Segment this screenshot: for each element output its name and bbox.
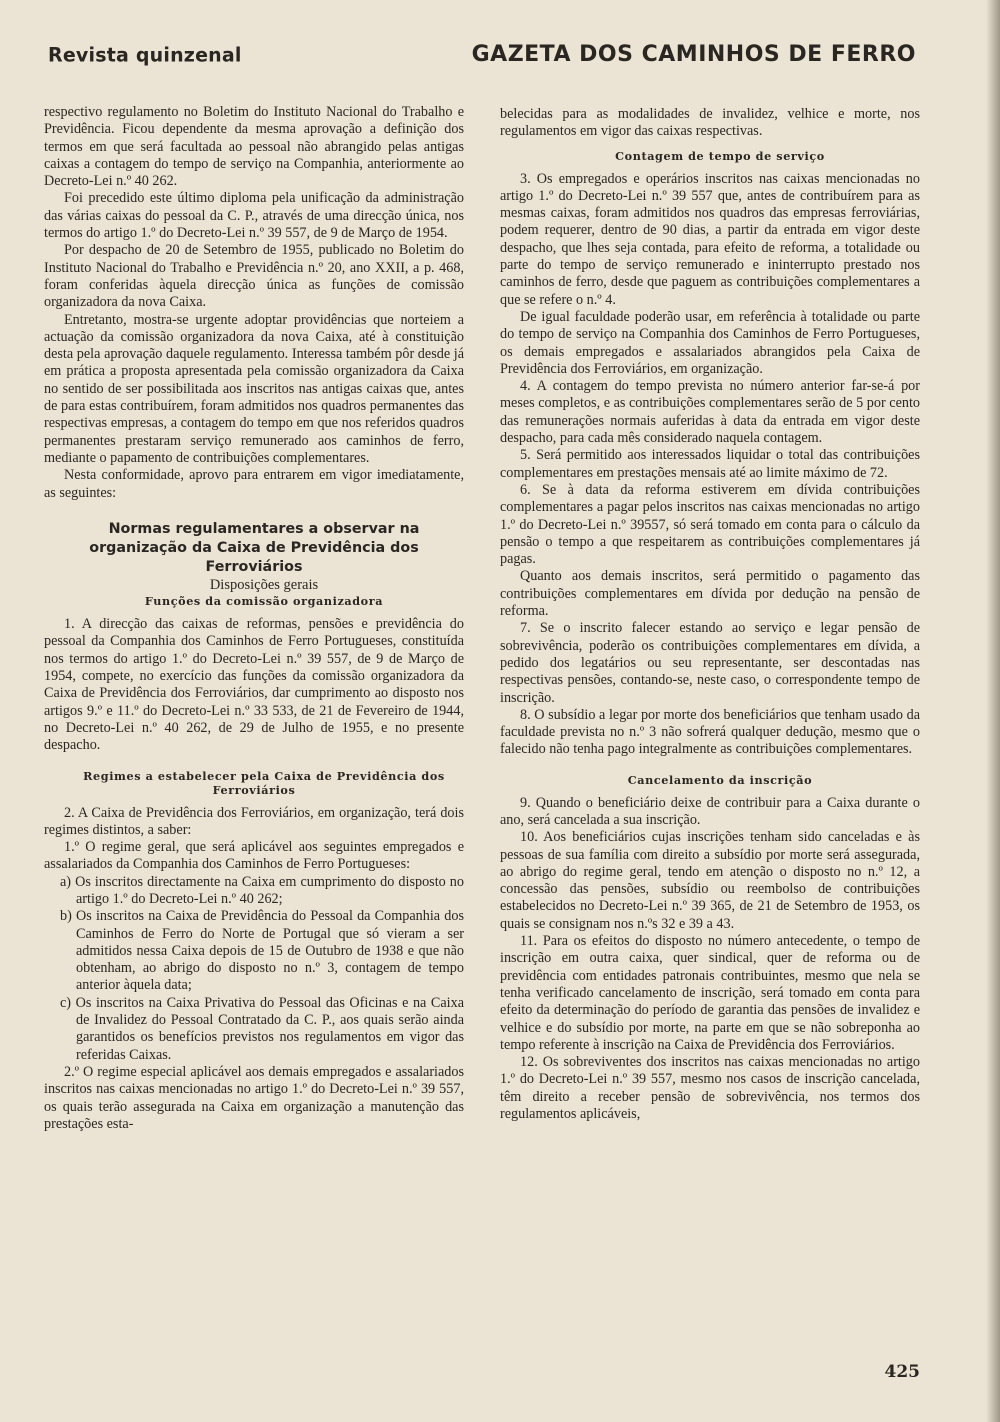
subsection-heading: Funções da comissão organizadora <box>144 594 384 609</box>
paragraph: Por despacho de 20 de Setembro de 1955, publicado no Boletim do Instituto Nacional do Trabalho e Previdência n.º 20, ano XXII, a p. 468, foram conferidas àquela direcção única as funções de comissão organizadora da nova Caixa. <box>44 242 464 311</box>
list-item: a) Os inscritos directamente na Caixa em cumprimento do disposto no artigo 1.º do Decreto-Lei n.º 40 262; <box>60 873 464 907</box>
section-title: Normas regulamentares a observar na organização da Caixa de Previdência dos Ferroviários <box>89 520 420 575</box>
paragraph: Foi precedido este último diploma pela unificação da administração das várias caixas do pessoal da C. P., através de uma direcção única, nos termos do artigo 1.º do Decreto-Lei n.º 39 557, de 9 de Março de 1954. <box>44 190 464 242</box>
section-subtitle: Disposições gerais <box>209 576 319 593</box>
paragraph: 10. Aos beneficiários cujas inscrições tenham sido canceladas e às pessoas de sua família com direito a subsídio por morte será assegurada, ao abrigo do regime geral, tendo em atenção o disposto no n.º 12, a concessão das pensões, subsídio ou reembolso de contribuições estabelecidos no Decreto-Lei n.º 39 365, de 21 de Setembro de 1953, os quais se consignam nos n.ºs 32 e 39 a 43. <box>500 829 920 932</box>
paragraph: 3. Os empregados e operários inscritos nas caixas mencionadas no artigo 1.º do Decreto-Lei n.º 39 557 que, antes de contribuírem para as mesmas caixas, foram admitidos nos quadros das empresas ferroviárias, podem requerer, dentro de 90 dias, a partir da entrada em vigor deste despacho, que lhes seja contada, para efeito de reforma, a totalidade ou parte do tempo de serviço remunerado e ininterrupto prestado nos caminhos de ferro, desde que paguem as contribuições complementares a que se refere o n.º 4. <box>500 170 920 308</box>
paragraph: 2.º O regime especial aplicável aos demais empregados e assalariados inscritos nas caixas mencionadas no artigo 1.º do Decreto-Lei n.º 39 557, os quais terão assegurada na Caixa em organização a manutenção das prestações esta- <box>44 1063 464 1132</box>
paragraph: Nesta conformidade, aprovo para entrarem em vigor imediatamente, as seguintes: <box>44 467 464 501</box>
list-item: b) Os inscritos na Caixa de Previdência do Pessoal da Companhia dos Caminhos de Ferro do Norte de Portugal que só vieram a ser admitidos nessa Caixa depois de 15 de Outubro de 1938 e que não obtenham, ao abrigo do disposto no n.º 3, contagem de tempo anterior àquela data; <box>60 908 464 994</box>
paragraph: Entretanto, mostra-se urgente adoptar providências que norteiem a actuação da comissão organizadora da nova Caixa, até à constituição desta pela aprovação daquele regulamento. Interessa também pôr desde já em prática a proposta apresentada pela comissão organizadora da Caixa no sentido de ser possibilitada aos inscritos nas antigas caixas que, antes de para estas contribuírem, foram admitidos nos quadros permanentes das respectivas empresas, a contagem do tempo em que nos referidos quadros permanentes prestaram serviço remunerado aos caminhos de ferro, mediante o papamento de contribuições complementares. <box>44 311 464 466</box>
subsection-heading: Cancelamento da inscrição <box>627 772 813 787</box>
page-edge-shadow <box>986 0 1000 1422</box>
left-column <box>44 104 464 1133</box>
right-column <box>500 106 920 1123</box>
paragraph: 1. A direcção das caixas de reformas, pensões e previdência do pessoal da Companhia dos Caminhos de Ferro Portugueses, constituída nos termos do artigo 1.º do Decreto-Lei n.º 39 557, de 9 de Março de 1954, compete, no exercício das funções da comissão organizadora da Caixa de Previdência dos Ferroviários, dar cumprimento ao disposto nos artigos 9.º e 11.º do Decreto-Lei n.º 33 533, de 21 de Fevereiro de 1944, no Decreto-Lei n.º 40 262, de 29 de Julho de 1955, e no presente despacho. <box>44 616 464 754</box>
paragraph: 9. Quando o beneficiário deixe de contribuir para a Caixa durante o ano, será cancelada a sua inscrição. <box>500 794 920 828</box>
list-item: c) Os inscritos na Caixa Privativa do Pessoal das Oficinas e na Caixa de Invalidez do Pessoal Contratado da C. P., aos quais serão ainda garantidos os benefícios previstos nos regulamentos em vigor das referidas Caixas. <box>60 994 464 1063</box>
paragraph: De igual faculdade poderão usar, em referência à totalidade ou parte do tempo de serviço na Companhia dos Caminhos de Ferro Portugueses, os demais empregados e assalariados abrangidos pela Caixa de Previdência dos Ferroviários, em organização. <box>500 308 920 377</box>
subsection-heading: Regimes a estabelecer pela Caixa de Previdência dos Ferroviários <box>83 768 445 797</box>
paragraph: 7. Se o inscrito falecer estando ao serviço e legar pensão de sobrevivência, poderão os contribuições complementares em dívida, a pedido dos legatários ou seu representante, ser descontadas nas respectivas pensões, contando-se, neste caso, o correspondente tempo de inscrição. <box>500 620 920 706</box>
paragraph: 8. O subsídio a legar por morte dos beneficiários que tenham usado da faculdade prevista no n.º 3 não sofrerá qualquer dedução, mesmo que o falecido não tenha pago integralmente as contribuições complementares. <box>500 706 920 758</box>
page-number: 425 <box>884 1362 920 1382</box>
paragraph: 4. A contagem do tempo prevista no número anterior far-se-á por meses completos, e as contribuições complementares serão de 5 por cento das remunerações normais auferidas à data da entrada em vigor deste despacho, para cada mês considerado naquela contagem. <box>500 378 920 447</box>
running-header-right: GAZETA DOS CAMINHOS DE FERRO <box>471 42 916 67</box>
paragraph: 1.º O regime geral, que será aplicável aos seguintes empregados e assalariados da Companhia dos Caminhos de Ferro Portugueses: <box>44 839 464 873</box>
paragraph: 5. Será permitido aos interessados liquidar o total das contribuições complementares em prestações mensais até ao limite máximo de 72. <box>500 447 920 481</box>
paragraph: 11. Para os efeitos do disposto no número antecedente, o tempo de inscrição em outra caixa, quer sindical, quer de reforma ou de previdência com entidades patronais contribuintes, mesmo que nela se tenha verificado cancelamento de inscrição, será tomado em conta para efeito da determinação do período de garantia das pensões de invalidez e velhice e do subsídio por morte, na parte em que se não sobreponha ao tempo referente à inscrição na Caixa de Previdência dos Ferroviários. <box>500 933 920 1053</box>
running-header-left: Revista quinzenal <box>48 43 242 67</box>
paragraph: 6. Se à data da reforma estiverem em dívida contribuições complementares a pagar pelos inscritos nas caixas mencionadas no artigo 1.º do Decreto-Lei n.º 39557, só será tomado em conta para o cálculo da pensão o tempo a que respeitarem as contribuições complementares já pagas. <box>500 481 920 568</box>
paragraph: 2. A Caixa de Previdência dos Ferroviários, em organização, terá dois regimes distintos, a saber: <box>44 804 464 838</box>
subsection-heading: Contagem de tempo de serviço <box>615 148 825 163</box>
paragraph: belecidas para as modalidades de invalidez, velhice e morte, nos regulamentos em vigor das caixas respectivas. <box>500 106 920 140</box>
paragraph: respectivo regulamento no Boletim do Instituto Nacional do Trabalho e Previdência. Ficou dependente da mesma aprovação a definição dos termos em que será facultada ao pessoal não abrangido pelas antigas caixas a contagem do tempo de serviço na Companhia, anteriormente ao Decreto-Lei n.º 40 262. <box>44 104 464 190</box>
paragraph: 12. Os sobreviventes dos inscritos nas caixas mencionadas no artigo 1.º do Decreto-Lei n.º 39 557, mesmo nos casos de inscrição cancelada, têm direito a receber pensão de sobrevivência, nos termos dos regulamentos aplicáveis, <box>500 1054 920 1123</box>
paragraph: Quanto aos demais inscritos, será permitido o pagamento das contribuições complementares em dívida por dedução na pensão de reforma. <box>500 568 920 620</box>
